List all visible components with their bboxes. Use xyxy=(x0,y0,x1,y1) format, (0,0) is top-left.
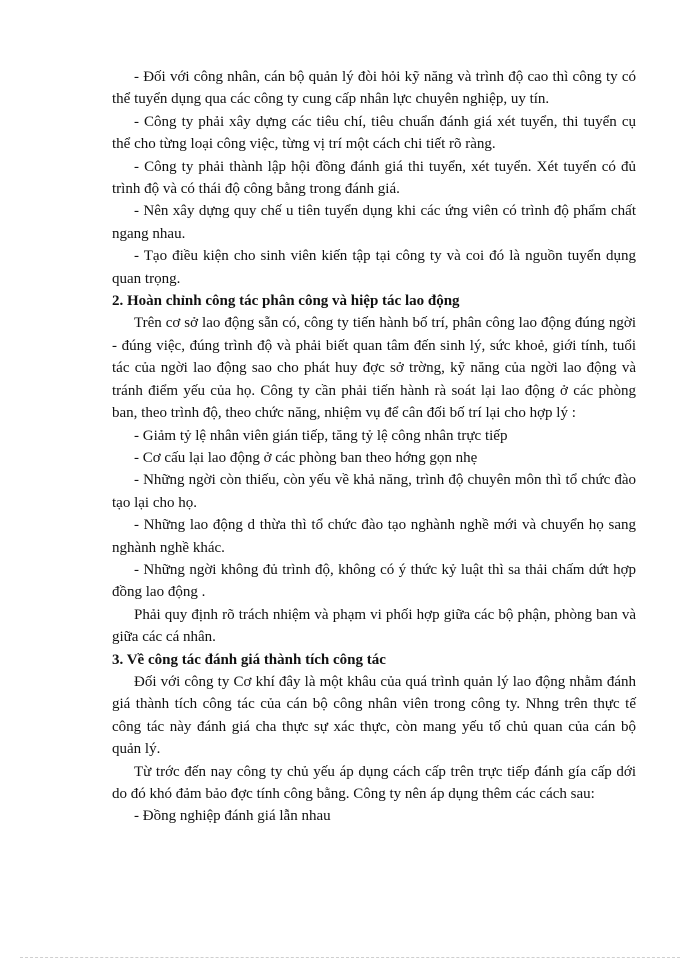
page-bottom-divider xyxy=(20,957,680,958)
paragraph-labor-allocation: Trên cơ sở lao động sẵn có, công ty tiến hành bố trí, phân công lao động đúng ngời - đúng việc, đúng trình độ và phải biết quan tâm đến sinh lý, sức khoẻ, giới tính, tuổi tác của ngời lao động sao cho phát huy đợc sở trờng, kỹ năng của ngời lao động và tránh điểm yếu của họ. Công ty cần phải tiến hành rà soát lại lao động ở các phòng ban, theo trình độ, theo chức năng, nhiệm vụ để cân đối bố trí lại cho hợp lý : xyxy=(112,315,636,422)
paragraph-bullet-selection-criteria: - Công ty phải xây dựng các tiêu chí, tiêu chuẩn đánh giá xét tuyển, thi tuyển cụ thể cho từng loại công việc, từng vị trí một cách chi tiết rõ ràng. xyxy=(112,113,636,153)
paragraph-bullet-restructure-departments: - Cơ cấu lại lao động ở các phòng ban theo hớng gọn nhẹ xyxy=(134,449,478,466)
paragraph-evaluation-methods: Từ trớc đến nay công ty chủ yếu áp dụng cách cấp trên trực tiếp đánh gía cấp dới do đó khó đảm bảo đợc tính công bằng. Công ty nên áp dụng thêm các cách sau: xyxy=(112,763,636,802)
section-heading-2: 2. Hoàn chỉnh công tác phân công và hiệp tác lao động xyxy=(112,293,460,310)
paragraph-bullet-recruitment-council: - Công ty phải thành lập hội đồng đánh giá thi tuyển, xét tuyển. Xét tuyển có đủ trình độ và có thái độ công bằng trong đánh giá. xyxy=(112,158,636,198)
paragraph-bullet-hire-via-agencies: - Đối với công nhân, cán bộ quản lý đòi hỏi kỹ năng và trình độ cao thì công ty có thể tuyển dụng qua các công ty cung cấp nhân lực chuyên nghiệp, uy tín. xyxy=(112,69,636,108)
paragraph-bullet-reduce-indirect-staff: - Giảm tỷ lệ nhân viên gián tiếp, tăng tỷ lệ công nhân trực tiếp xyxy=(134,427,508,444)
paragraph-responsibilities: Phải quy định rõ trách nhiệm và phạm vi phối hợp giữa các bộ phận, phòng ban và giữa các cá nhân. xyxy=(112,606,636,646)
paragraph-bullet-student-internship: - Tạo điều kiện cho sinh viên kiến tập tại công ty và coi đó là nguồn tuyển dụng quan trọng. xyxy=(112,248,636,287)
paragraph-bullet-retrain-surplus-staff: - Những lao động d thừa thì tổ chức đào tạo nghành nghề mới và chuyển họ sang nghành nghề khác. xyxy=(112,517,636,556)
document-page xyxy=(112,66,636,828)
paragraph-performance-evaluation: Đối với công ty Cơ khí đây là một khâu của quá trình quản lý lao động nhằm đánh giá thành tích công tác của cán bộ công nhân viên trong công ty. Nhng trên thực tế công tác này đánh giá cha thực sự xác thực, còn mang yếu tố chủ quan của cán bộ quản lý. xyxy=(112,673,636,758)
paragraph-bullet-peer-evaluation: - Đồng nghiệp đánh giá lẫn nhau xyxy=(134,808,331,825)
paragraph-bullet-terminate-contracts: - Những ngời không đủ trình độ, không có ý thức kỷ luật thì sa thải chấm dứt hợp đồng lao động . xyxy=(112,561,636,601)
section-heading-3: 3. Về công tác đánh giá thành tích công tác xyxy=(112,651,386,668)
paragraph-bullet-priority-rules: - Nên xây dựng quy chế u tiên tuyển dụng khi các ứng viên có trình độ phẩm chất ngang nhau. xyxy=(112,203,636,242)
paragraph-bullet-retrain-weak-staff: - Những ngời còn thiếu, còn yếu về khả năng, trình độ chuyên môn thì tổ chức đào tạo lại cho họ. xyxy=(112,472,636,511)
